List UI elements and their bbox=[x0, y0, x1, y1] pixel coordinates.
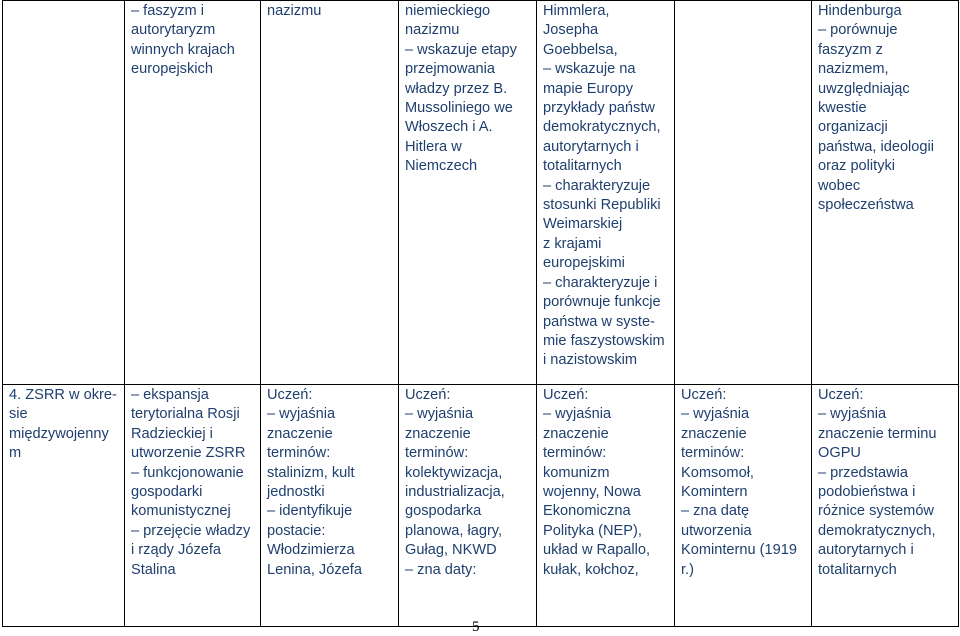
level-cell-dobra: Uczeń: – wyjaśnia znaczenie terminów: komunizm wojenny, Nowa Ekonomiczna Polityka (NEP), układ w Rapallo, kułak, kołchoz, bbox=[537, 385, 675, 627]
topic-cell: 4. ZSRR w okre- sie międzywojenny m bbox=[3, 385, 125, 627]
level-cell-dostateczna: niemieckiego nazizmu – wskazuje etapy przejmowania władzy przez B. Mussoliniego we Włoszech i A. Hitlera w Niemczech bbox=[399, 1, 537, 385]
level-cell-dobra: Himmlera, Josepha Goebbelsa, – wskazuje na mapie Europy przykłady państw demokratycznych, autorytarnych i totalitarnych – charakteryzuje stosunki Republiki Weimarskiej z krajami europejskimi – charakteryzuje i porównuje funkcje państwa w syste- mie faszystowskim i nazistowskim bbox=[537, 1, 675, 385]
table-row bbox=[3, 1, 959, 385]
level-cell-celujaca: Hindenburga – porównuje faszyzm z nazizmem, uwzględniając kwestie organizacji państwa, ideologii oraz polityki wobec społeczeństwa bbox=[812, 1, 959, 385]
table-row bbox=[3, 385, 959, 627]
level-cell-celujaca: Uczeń: – wyjaśnia znaczenie terminu OGPU – przedstawia podobieństwa i różnice systemów demokratycznych, autorytarnych i totalitarnych bbox=[812, 385, 959, 627]
level-cell-bardzo-dobra bbox=[675, 1, 812, 385]
page-number: 5 bbox=[472, 619, 480, 635]
content-cell: – faszyzm i autorytaryzm winnych krajach europejskich bbox=[125, 1, 261, 385]
level-cell-bardzo-dobra: Uczeń: – wyjaśnia znaczenie terminów: Komsomoł, Komintern – zna datę utworzenia Kominternu (1919 r.) bbox=[675, 385, 812, 627]
topic-cell bbox=[3, 1, 125, 385]
level-cell-dostateczna: Uczeń: – wyjaśnia znaczenie terminów: kolektywizacja, industrializacja, gospodarka planowa, łagry, Gułag, NKWD – zna daty: bbox=[399, 385, 537, 627]
curriculum-table bbox=[2, 0, 959, 627]
content-cell: – ekspansja terytorialna Rosji Radzieckiej i utworzenie ZSRR – funkcjonowanie gospodarki komunistycznej – przejęcie władzy i rządy Józefa Stalina bbox=[125, 385, 261, 627]
level-cell-dopuszczajaca: nazizmu bbox=[261, 1, 399, 385]
level-cell-dopuszczajaca: Uczeń: – wyjaśnia znaczenie terminów: stalinizm, kult jednostki – identyfikuje postacie: Włodzimierza Lenina, Józefa bbox=[261, 385, 399, 627]
